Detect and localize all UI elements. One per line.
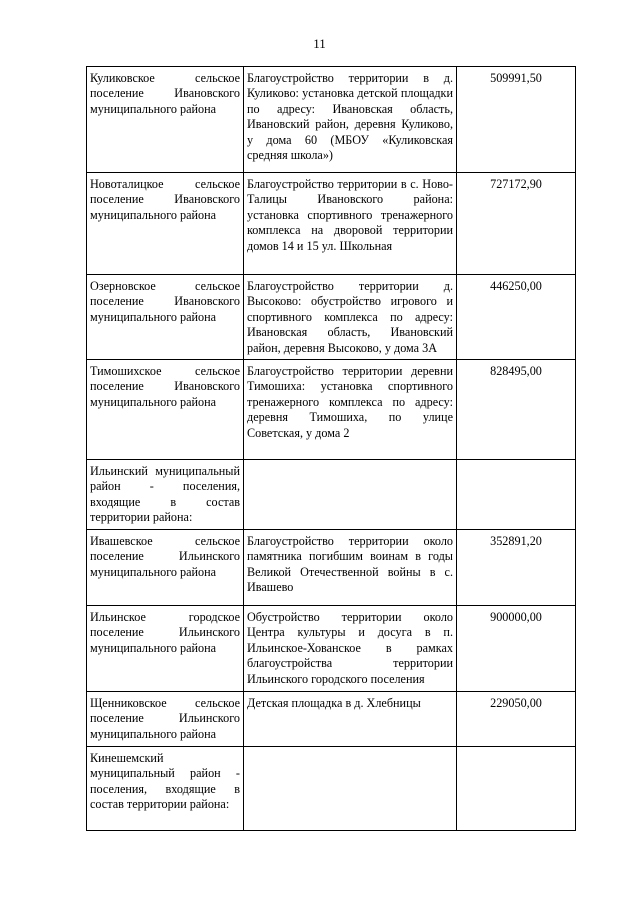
table-row	[87, 173, 576, 275]
project-description-cell: Благоустройство территории д. Высоково: обустройство игрового и спортивного комплекса по адресу: Ивановская область, Ивановский район, деревня Высоково, у дома 3А	[244, 275, 457, 360]
project-description-cell: Детская площадка в д. Хлебницы	[244, 692, 457, 747]
amount-cell: 352891,20	[457, 530, 576, 606]
settlement-name-cell: Ильинское городское поселение Ильинского муниципального района	[87, 606, 244, 692]
table-row	[87, 747, 576, 831]
project-description-cell: Благоустройство территории деревни Тимошиха: установка спортивного тренажерного комплекса по адресу: деревня Тимошиха, по улице Советская, у дома 2	[244, 360, 457, 460]
table-row	[87, 460, 576, 530]
amount-cell: 446250,00	[457, 275, 576, 360]
amount-cell	[457, 460, 576, 530]
amount-cell: 900000,00	[457, 606, 576, 692]
settlement-name-cell: Озерновское сельское поселение Ивановского муниципального района	[87, 275, 244, 360]
project-description-cell: Благоустройство территории в с. Ново-Талицы Ивановского района: установка спортивного тренажерного комплекса на дворовой территории домов 14 и 15 ул. Школьная	[244, 173, 457, 275]
page-number: 11	[313, 36, 326, 51]
table-row	[87, 67, 576, 173]
district-header-cell: Кинешемский муниципальный район - поселения, входящие в состав территории района:	[87, 747, 244, 831]
project-description-cell	[244, 747, 457, 831]
project-description-cell: Благоустройство территории в д. Куликово: установка детской площадки по адресу: Ивановская область, Ивановский район, деревня Куликово, у дома 60 (МБОУ «Куликовская средняя школа»)	[244, 67, 457, 173]
table-row	[87, 360, 576, 460]
project-description-cell: Благоустройство территории около памятника погибшим воинам в годы Великой Отечественной войны в с. Ивашево	[244, 530, 457, 606]
settlement-name-cell: Щенниковское сельское поселение Ильинского муниципального района	[87, 692, 244, 747]
table-row	[87, 530, 576, 606]
table-row	[87, 275, 576, 360]
project-description-cell: Обустройство территории около Центра культуры и досуга в п. Ильинское-Хованское в рамках благоустройства территории Ильинского городского поселения	[244, 606, 457, 692]
settlement-name-cell: Ивашевское сельское поселение Ильинского муниципального района	[87, 530, 244, 606]
district-header-cell: Ильинский муниципальный район - поселения, входящие в состав территории района:	[87, 460, 244, 530]
project-description-cell	[244, 460, 457, 530]
amount-cell	[457, 747, 576, 831]
amount-cell: 828495,00	[457, 360, 576, 460]
amount-cell: 509991,50	[457, 67, 576, 173]
table-row	[87, 692, 576, 747]
amount-cell: 727172,90	[457, 173, 576, 275]
settlement-name-cell: Тимошихское сельское поселение Ивановского муниципального района	[87, 360, 244, 460]
allocation-table	[86, 66, 576, 831]
settlement-name-cell: Куликовское сельское поселение Ивановского муниципального района	[87, 67, 244, 173]
table-row	[87, 606, 576, 692]
amount-cell: 229050,00	[457, 692, 576, 747]
settlement-name-cell: Новоталицкое сельское поселение Ивановского муниципального района	[87, 173, 244, 275]
